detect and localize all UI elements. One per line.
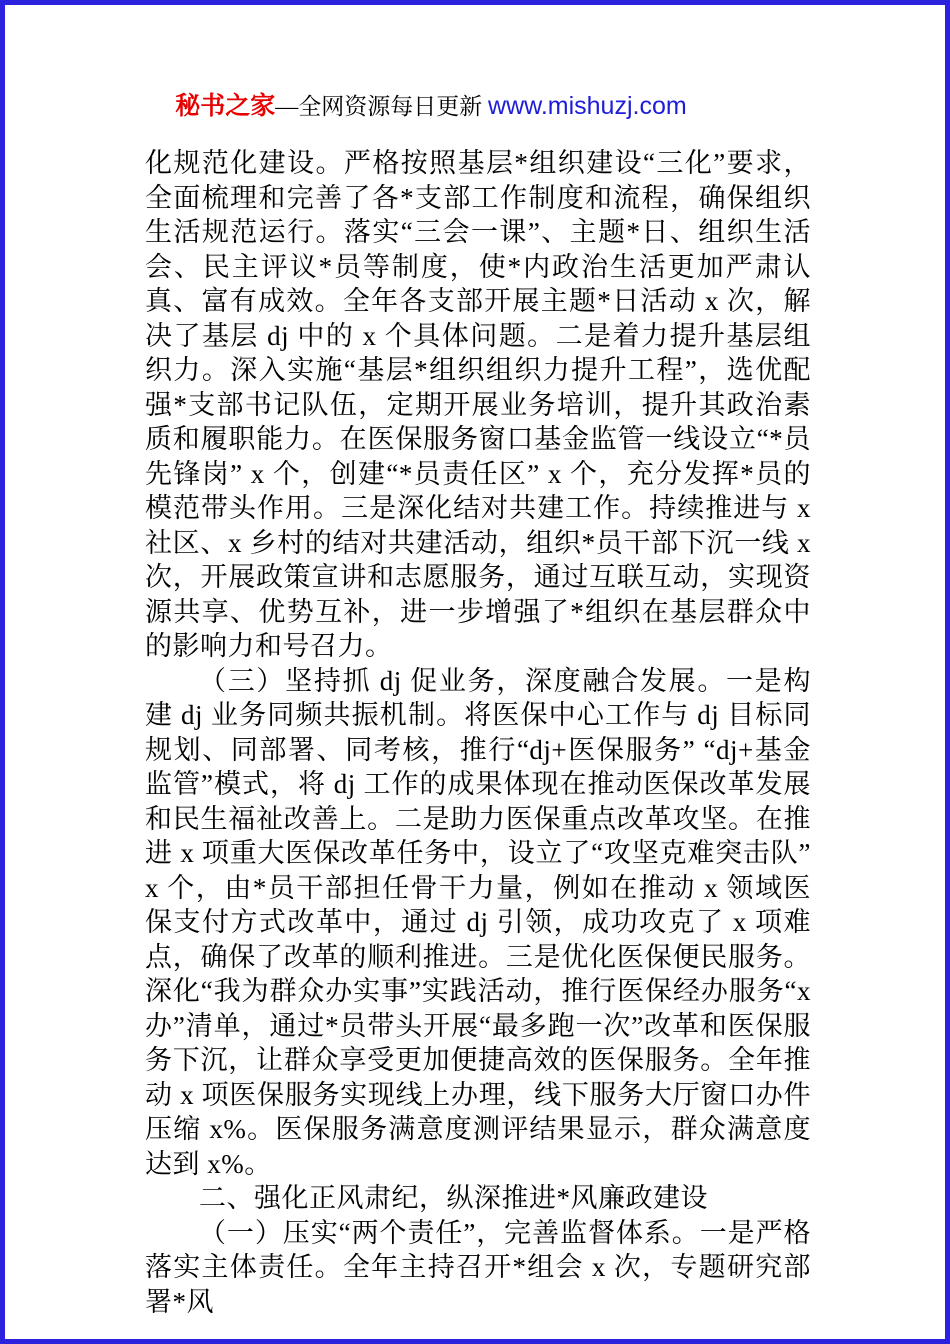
brand-name: 秘书之家 bbox=[175, 92, 276, 120]
site-url-link[interactable]: www.mishuzj.com bbox=[488, 92, 687, 120]
site-header bbox=[0, 5, 901, 122]
header-separator: — bbox=[275, 94, 299, 119]
body-paragraph: （一）压实“两个责任”，完善监督体系。一是严格落实主体责任。全年主持召开*组会 x 次，专题研究部署*风 bbox=[145, 1217, 811, 1317]
document-body bbox=[145, 146, 811, 1319]
section-heading: 二、强化正风肃纪，纵深推进*风廉政建设 bbox=[199, 1183, 708, 1213]
body-paragraph: （三）坚持抓 dj 促业务，深度融合发展。一是构建 dj 业务同频共振机制。将医保中心工作与 dj 目标同规划、同部署、同考核，推行“dj+医保服务” “dj+基金监管”模式，将 dj 工作的成果体现在推动医保改革发展和民生福祉改善上。二是助力医保重点改革攻坚。在推进 x 项重大医保改革任务中，设立了“攻坚克难突击队” x 个，由*员干部担任骨干力量，例如在推动 x 领域医保支付方式改革中，通过 dj 引领，成功攻克了 x 项难点，确保了改革的顺利推进。三是优化医保便民服务。深化“我为群众办实事”实践活动，推行医保经办服务“x 办”清单，通过*员带头开展“最多跑一次”改革和医保服务下沉，让群众享受更加便捷高效的医保服务。全年推动 x 项医保服务实现线上办理，线下服务大厅窗口办件压缩 x%。医保服务满意度测评结果显示，群众满意度达到 x%。 bbox=[145, 665, 811, 1179]
header-tagline: 全网资源每日更新 bbox=[298, 94, 489, 119]
body-paragraph: 化规范化建设。严格按照基层*组织建设“三化”要求，全面梳理和完善了各*支部工作制度和流程，确保组织生活规范运行。落实“三会一课”、主题*日、组织生活会、民主评议*员等制度，使*内政治生活更加严肃认真、富有成效。全年各支部开展主题*日活动 x 次，解决了基层 dj 中的 x 个具体问题。二是着力提升基层组织力。深入实施“基层*组织组织力提升工程”，选优配强*支部书记队伍，定期开展业务培训，提升其政治素质和履职能力。在医保服务窗口基金监管一线设立“*员先锋岗” x 个，创建“*员责任区” x 个，充分发挥*员的模范带头作用。三是深化结对共建工作。持续推进与 x 社区、x 乡村的结对共建活动，组织*员干部下沉一线 x 次，开展政策宣讲和志愿服务，通过互联互动，实现资源共享、优势互补，进一步增强了*组织在基层群众中的影响力和号召力。 bbox=[145, 148, 811, 661]
